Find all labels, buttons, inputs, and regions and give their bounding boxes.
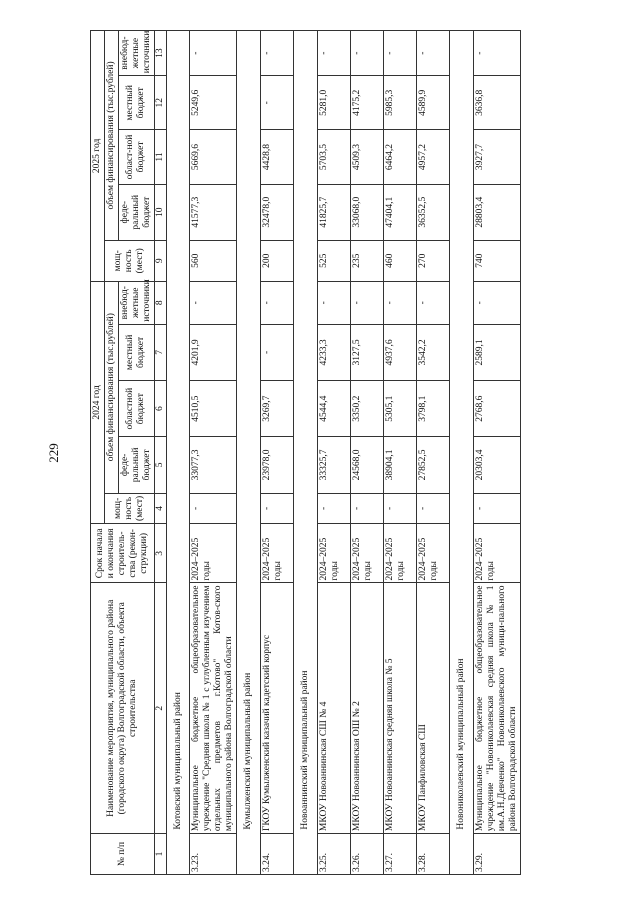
table-row	[383, 31, 416, 875]
row-reg-2025: 5703,5	[317, 130, 350, 184]
row-cap-2024: -	[317, 493, 350, 524]
row-fed-2024: 24568,0	[350, 437, 383, 493]
row-reg-2025: 4957,2	[416, 130, 449, 184]
row-ext-2025: -	[261, 31, 294, 76]
row-ext-2025: -	[383, 31, 416, 76]
row-fed-2025: 47404,1	[383, 184, 416, 240]
row-ext-2025: -	[190, 31, 237, 76]
row-reg-2025: 5669,6	[190, 130, 237, 184]
row-reg-2024: 4510,5	[190, 381, 237, 437]
row-fed-2025: 41825,7	[317, 184, 350, 240]
header-extra-2024: внебюд-жетные источники	[118, 281, 154, 324]
row-cap-2025: 235	[350, 240, 383, 281]
table-row	[350, 31, 383, 875]
row-ext-2024: -	[473, 281, 520, 324]
row-fed-2024: 38904,1	[383, 437, 416, 493]
row-cap-2024: -	[350, 493, 383, 524]
colnum: 2	[154, 583, 166, 834]
row-ext-2024: -	[350, 281, 383, 324]
row-name: Муниципальное бюджетное общеобразовательное учреждение "Новониколаевская средняя школа № 1 им.А.Н.Девченко" Новониколаевского муници-пального района Волгоградской области	[473, 583, 520, 834]
table-row	[190, 31, 237, 875]
header-number: № п/п	[91, 834, 155, 875]
header-finance-2025: объем финансирования (тыс.рублей)	[104, 31, 118, 241]
row-reg-2024: 3350,2	[350, 381, 383, 437]
row-cap-2025: 270	[416, 240, 449, 281]
row-number: 3.23.	[190, 834, 237, 875]
row-loc-2025: 4175,2	[350, 76, 383, 130]
row-ext-2024: -	[416, 281, 449, 324]
section-row	[237, 31, 261, 875]
row-reg-2025: 4428,8	[261, 130, 294, 184]
header-local-2024: местный бюджет	[118, 324, 154, 380]
row-ext-2025: -	[317, 31, 350, 76]
colnum: 12	[154, 76, 166, 130]
row-loc-2024: 3542,2	[416, 324, 449, 380]
row-ext-2024: -	[261, 281, 294, 324]
header-local-2025: местный бюджет	[118, 76, 154, 130]
row-cap-2025: 740	[473, 240, 520, 281]
section-row	[449, 31, 473, 875]
row-term: 2024–2025 годы	[317, 524, 350, 583]
row-ext-2025: -	[350, 31, 383, 76]
financing-table	[90, 30, 521, 875]
header-year-2024: 2024 год	[91, 281, 105, 523]
row-loc-2025: 5985,3	[383, 76, 416, 130]
row-cap-2025: 525	[317, 240, 350, 281]
column-numbers-row	[154, 31, 166, 875]
row-loc-2024: -	[261, 324, 294, 380]
colnum: 8	[154, 281, 166, 324]
row-loc-2025: 5249,6	[190, 76, 237, 130]
row-reg-2025: 4509,3	[350, 130, 383, 184]
row-fed-2025: 32478,0	[261, 184, 294, 240]
header-federal-2024: феде-ральный бюджет	[118, 437, 154, 493]
row-term: 2024–2025 годы	[261, 524, 294, 583]
colnum: 7	[154, 324, 166, 380]
colnum: 11	[154, 130, 166, 184]
row-ext-2024: -	[383, 281, 416, 324]
row-loc-2025: 3636,8	[473, 76, 520, 130]
row-reg-2024: 2768,6	[473, 381, 520, 437]
header-year-2025: 2025 год	[91, 31, 105, 282]
row-fed-2025: 36352,5	[416, 184, 449, 240]
row-number: 3.24.	[261, 834, 294, 875]
row-reg-2024: 5305,1	[383, 381, 416, 437]
section-title: Кумылженский муниципальный район	[237, 76, 261, 834]
row-fed-2025: 28803,4	[473, 184, 520, 240]
row-number: 3.28.	[416, 834, 449, 875]
table-row	[261, 31, 294, 875]
row-term: 2024–2025 годы	[350, 524, 383, 583]
row-cap-2025: 460	[383, 240, 416, 281]
page-number: 229	[46, 443, 61, 463]
header-finance-2024: объем финансирования (тыс.рублей)	[104, 281, 118, 493]
section-row	[294, 31, 318, 875]
row-term: 2024–2025 годы	[190, 524, 237, 583]
colnum: 9	[154, 240, 166, 281]
row-name: МКОУ Новоаннинская средняя школа № 5	[383, 583, 416, 834]
row-fed-2025: 41577,3	[190, 184, 237, 240]
header-capacity-2025: мощ-ность (мест)	[104, 240, 154, 281]
row-loc-2024: 3127,5	[350, 324, 383, 380]
row-name: МКОУ Новоаннинская СШ № 4	[317, 583, 350, 834]
row-number: 3.25.	[317, 834, 350, 875]
table-row	[416, 31, 449, 875]
row-name: МКОУ Панфиловская СШ	[416, 583, 449, 834]
header-term: Срок начала и окончания строитель-ства (рекон-струкции)	[91, 524, 155, 583]
header-name: Наименование мероприятия, муниципального района (городского округа) Волгоградской области, объекта строительства	[91, 583, 155, 834]
row-fed-2024: 20303,4	[473, 437, 520, 493]
table-row	[317, 31, 350, 875]
row-fed-2025: 33068,0	[350, 184, 383, 240]
row-term: 2024–2025 годы	[473, 524, 520, 583]
row-ext-2024: -	[317, 281, 350, 324]
row-cap-2024: -	[261, 493, 294, 524]
colnum: 5	[154, 437, 166, 493]
row-number: 3.27.	[383, 834, 416, 875]
row-reg-2025: 3927,7	[473, 130, 520, 184]
section-title: Новониколаевский муниципальный район	[449, 76, 473, 834]
colnum: 13	[154, 31, 166, 76]
row-reg-2025: 6464,2	[383, 130, 416, 184]
row-cap-2024: -	[190, 493, 237, 524]
rotated-table-container	[90, 30, 620, 875]
row-number: 3.26.	[350, 834, 383, 875]
row-fed-2024: 27852,5	[416, 437, 449, 493]
header-regional-2025: област-ной бюджет	[118, 130, 154, 184]
header-capacity-2024: мощ-ность (мест)	[104, 493, 154, 524]
colnum: 10	[154, 184, 166, 240]
row-number: 3.29.	[473, 834, 520, 875]
section-title: Котовский муниципальный район	[166, 76, 190, 834]
row-cap-2025: 560	[190, 240, 237, 281]
header-extra-2025: внебюд-жетные источники	[118, 31, 154, 76]
row-name: ГКОУ Кумылженский казачий кадетский корпус	[261, 583, 294, 834]
row-name: МКОУ Новоаннинская ОШ № 2	[350, 583, 383, 834]
table-row	[473, 31, 520, 875]
colnum: 4	[154, 493, 166, 524]
row-reg-2024: 3798,1	[416, 381, 449, 437]
section-row	[166, 31, 190, 875]
row-loc-2025: 5281,0	[317, 76, 350, 130]
row-loc-2024: 4233,3	[317, 324, 350, 380]
colnum: 3	[154, 524, 166, 583]
header-regional-2024: областной бюджет	[118, 381, 154, 437]
row-reg-2024: 3269,7	[261, 381, 294, 437]
row-ext-2025: -	[473, 31, 520, 76]
row-term: 2024–2025 годы	[416, 524, 449, 583]
row-fed-2024: 33325,7	[317, 437, 350, 493]
row-loc-2025: 4589,9	[416, 76, 449, 130]
row-fed-2024: 23978,0	[261, 437, 294, 493]
row-loc-2024: 2589,1	[473, 324, 520, 380]
row-loc-2024: 4937,6	[383, 324, 416, 380]
row-loc-2024: 4201,9	[190, 324, 237, 380]
row-ext-2024: -	[190, 281, 237, 324]
row-cap-2024: -	[473, 493, 520, 524]
row-cap-2024: -	[416, 493, 449, 524]
colnum: 1	[154, 834, 166, 875]
row-cap-2025: 200	[261, 240, 294, 281]
row-cap-2024: -	[383, 493, 416, 524]
row-ext-2025: -	[416, 31, 449, 76]
row-fed-2024: 33077,3	[190, 437, 237, 493]
row-term: 2024–2025 годы	[383, 524, 416, 583]
header-federal-2025: феде-ральный бюджет	[118, 184, 154, 240]
row-reg-2024: 4544,4	[317, 381, 350, 437]
row-loc-2025: -	[261, 76, 294, 130]
colnum: 6	[154, 381, 166, 437]
row-name: Муниципальное бюджетное общеобразовательное учреждение "Средняя школа № 1 с углубленным изучением отдельных предметов г.Котово" Котов-ского муниципального района Волгоградской области	[190, 583, 237, 834]
section-title: Новоаннинский муниципальный район	[294, 76, 318, 834]
